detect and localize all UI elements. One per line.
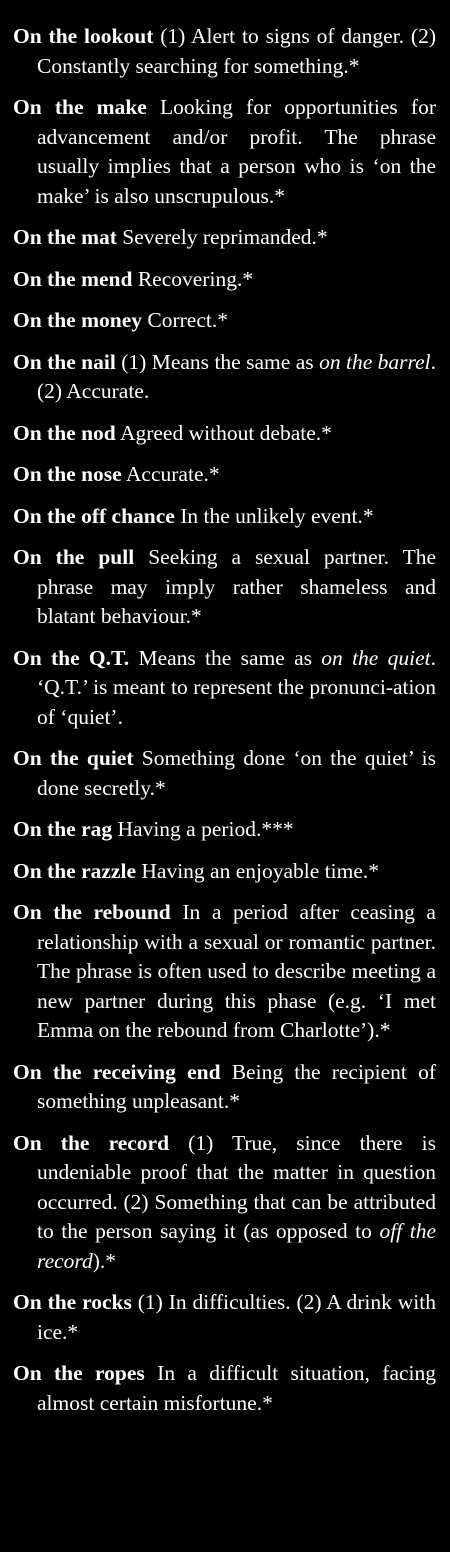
definition-text: . ‘Q.T.’ is meant to represent the pronunci-ation of ‘quiet’. — [37, 645, 437, 729]
entry-definition — [175, 504, 374, 528]
dictionary-entry — [13, 306, 436, 336]
cross-reference: on the barrel — [319, 349, 431, 374]
definition-text: Seeking a sexual partner. The phrase may imply rather shameless and blatant behaviour.* — [37, 545, 437, 628]
entry-definition — [116, 421, 332, 445]
entry-term: On the razzle — [13, 858, 136, 883]
entry-list — [13, 22, 436, 1418]
dictionary-entry — [13, 1359, 436, 1418]
dictionary-entry — [13, 543, 436, 632]
definition-text: Having a period.*** — [112, 817, 294, 841]
cross-reference: off the record — [37, 1219, 436, 1273]
entry-term: On the record — [13, 1130, 170, 1155]
definition-text: Accurate.* — [121, 462, 220, 486]
entry-term: On the off chance — [13, 503, 175, 528]
entry-definition — [112, 817, 294, 841]
dictionary-entry — [13, 857, 436, 887]
entry-definition — [132, 267, 253, 291]
definition-text: Looking for opportunities for advancement and/or profit. The phrase usually implies that a person who is ‘on the make’ is also unscrupulous.* — [37, 95, 436, 208]
dictionary-entry — [13, 265, 436, 295]
definition-text: . (2) Accurate. — [37, 349, 436, 403]
dictionary-entry — [13, 744, 436, 803]
entry-term: On the mend — [13, 266, 133, 291]
definition-text: Severely reprimanded.* — [116, 225, 328, 249]
definition-text: In the unlikely event.* — [174, 503, 374, 528]
entry-term: On the rocks — [13, 1290, 132, 1314]
entry-term: On the pull — [13, 545, 135, 569]
entry-definition — [136, 859, 379, 883]
entry-definition — [142, 308, 228, 332]
definition-text: In a period after ceasing a relationship with a sexual or romantic partner. The phrase is often used to describe meeting a new partner during this phase (e.g. ‘I met Emma on the rebound from Charlotte’).* — [37, 900, 436, 1042]
dictionary-entry — [13, 644, 436, 733]
definition-text: (1) True, since there is undeniable proof that the matter in question occurred. (2) Something that can be attributed to the person saying it (as opposed to — [37, 1130, 436, 1243]
entry-term: On the nose — [13, 462, 122, 486]
dictionary-entry — [13, 22, 436, 81]
dictionary-entry — [13, 93, 436, 211]
definition-text: Correct.* — [142, 308, 228, 332]
definition-text: ).* — [92, 1248, 117, 1273]
definition-text: (1) In difficulties. (2) A drink with ice.* — [37, 1290, 436, 1344]
definition-text: Something done ‘on the quiet’ is done secretly.* — [37, 746, 436, 800]
dictionary-entry — [13, 815, 436, 845]
entry-definition — [122, 462, 220, 486]
entry-term: On the quiet — [13, 746, 134, 770]
entry-term: On the Q.T. — [13, 645, 130, 670]
dictionary-entry — [13, 348, 436, 407]
entry-term: On the rebound — [13, 900, 171, 924]
entry-term: On the ropes — [13, 1361, 145, 1385]
dictionary-entry — [13, 1058, 436, 1117]
definition-text: Recovering.* — [132, 266, 254, 291]
entry-term: On the money — [13, 308, 142, 332]
cross-reference: on the quiet — [321, 645, 431, 670]
definition-text: Means the same as — [129, 645, 322, 670]
dictionary-entry — [13, 1129, 436, 1277]
dictionary-entry — [13, 502, 436, 532]
entry-term: On the mat — [13, 225, 117, 249]
entry-term: On the rag — [13, 817, 113, 841]
definition-text: Having an enjoyable time.* — [136, 858, 379, 883]
entry-term: On the nail — [13, 349, 116, 374]
entry-term: On the nod — [13, 420, 116, 445]
dictionary-entry — [13, 460, 436, 490]
entry-term: On the receiving end — [13, 1059, 221, 1084]
definition-text: In a difficult situation, facing almost certain misfortune.* — [37, 1361, 436, 1415]
definition-text: (1) Alert to signs of danger. (2) Constantly searching for something.* — [37, 24, 437, 78]
entry-term: On the lookout — [13, 24, 154, 48]
dictionary-entry — [13, 419, 436, 449]
entry-term: On the make — [13, 95, 147, 119]
dictionary-entry — [13, 898, 436, 1046]
definition-text: Being the recipient of something unpleasant.* — [37, 1059, 436, 1113]
entry-definition — [117, 225, 328, 249]
definition-text: Agreed without debate.* — [115, 420, 332, 445]
dictionary-entry — [13, 223, 436, 253]
dictionary-entry — [13, 1288, 436, 1347]
definition-text: (1) Means the same as — [115, 349, 320, 374]
